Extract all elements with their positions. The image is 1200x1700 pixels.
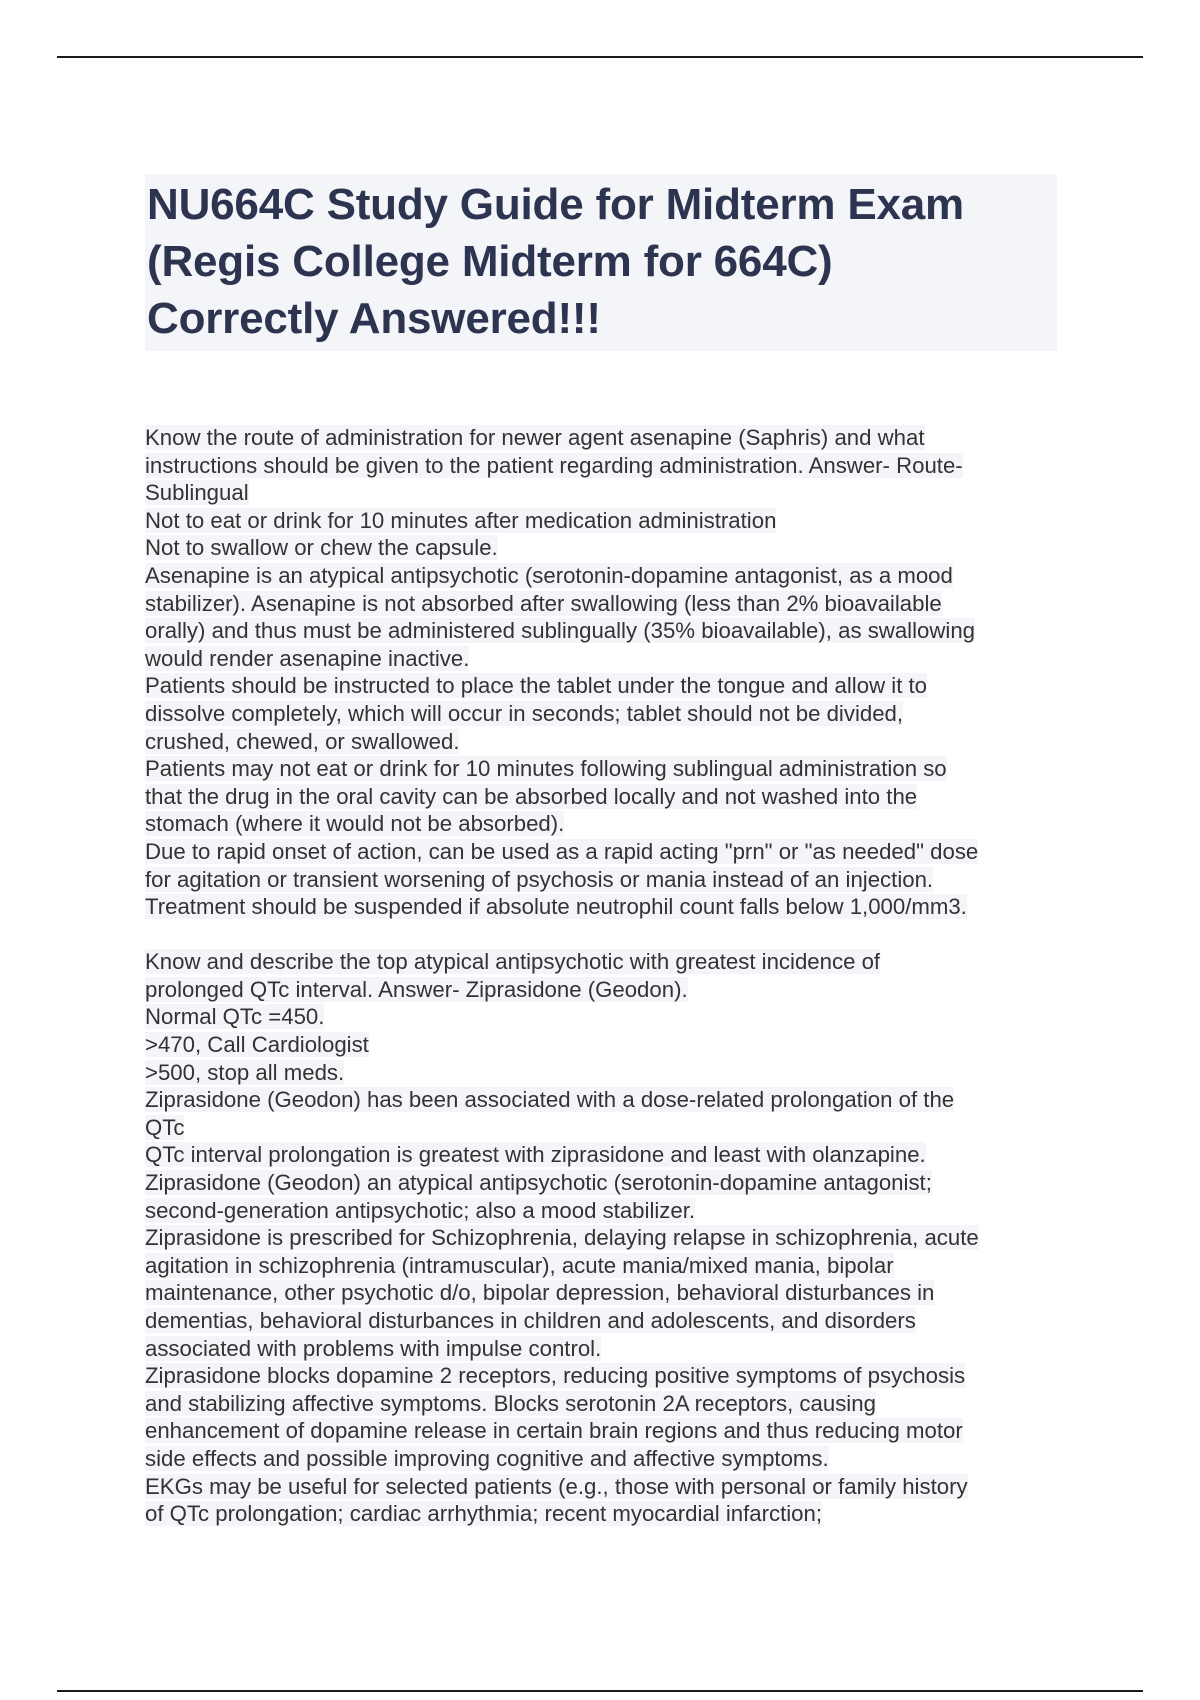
text-line: orally) and thus must be administered sublingually (35% bioavailable), as swallowing [145,618,975,644]
section-gap [145,921,1065,949]
text-line: instructions should be given to the patient regarding administration. Answer- Route- [145,452,963,478]
text-line: stomach (where it would not be absorbed). [145,811,565,837]
text-line: crushed, chewed, or swallowed. [145,728,460,754]
text-line: for agitation or transient worsening of psychosis or mania instead of an injection. [145,866,934,892]
text-line: enhancement of dopamine release in certain brain regions and thus reducing motor [145,1418,963,1444]
header-rule [57,56,1143,58]
text-line: Know and describe the top atypical antipsychotic with greatest incidence of [145,949,881,975]
text-line: stabilizer). Asenapine is not absorbed after swallowing (less than 2% bioavailable [145,590,942,616]
title-line: (Regis College Midterm for 664C) [147,237,833,286]
section-asenapine [145,424,1065,921]
text-line: dementias, behavioral disturbances in children and adolescents, and disorders [145,1308,916,1333]
text-line: EKGs may be useful for selected patients (e.g., those with personal or family history [145,1473,968,1499]
text-line: maintenance, other psychotic d/o, bipolar depression, behavioral disturbances in [145,1280,935,1306]
text-line: and stabilizing affective symptoms. Blocks serotonin 2A receptors, causing [145,1390,876,1416]
text-line: Patients may not eat or drink for 10 minutes following sublingual administration so [145,756,947,782]
text-line: Ziprasidone is prescribed for Schizophrenia, delaying relapse in schizophrenia, acute [145,1225,979,1251]
text-line: Sublingual [145,480,249,506]
text-line: Ziprasidone blocks dopamine 2 receptors, reducing positive symptoms of psychosis [145,1363,966,1389]
text-line: second-generation antipsychotic; also a mood stabilizer. [145,1197,696,1223]
title-line: Correctly Answered!!! [147,294,601,343]
text-line: of QTc prolongation; cardiac arrhythmia; recent myocardial infarction; [145,1501,823,1527]
text-line: QTc [145,1114,185,1140]
text-line: Treatment should be suspended if absolute neutrophil count falls below 1,000/mm3. [145,894,967,920]
text-line: >470, Call Cardiologist [145,1032,369,1058]
text-line: that the drug in the oral cavity can be absorbed locally and not washed into the [145,783,918,809]
text-line: Asenapine is an atypical antipsychotic (serotonin-dopamine antagonist, as a mood [145,562,953,588]
text-line: Not to swallow or chew the capsule. [145,535,498,561]
text-line: agitation in schizophrenia (intramuscular), acute mania/mixed mania, bipolar [145,1252,894,1278]
text-line: Ziprasidone (Geodon) an atypical antipsychotic (serotonin-dopamine antagonist; [145,1170,932,1196]
document-title-block [145,174,1057,351]
footer-rule [57,1690,1143,1692]
document-title [147,176,1055,347]
text-line: side effects and possible improving cognitive and affective symptoms. [145,1445,829,1471]
section-ziprasidone [145,948,1065,1527]
text-line: Patients should be instructed to place the tablet under the tongue and allow it to [145,673,928,699]
text-line: >500, stop all meds. [145,1059,345,1085]
document-body [145,424,1065,1528]
text-line: Not to eat or drink for 10 minutes after medication administration [145,507,777,533]
title-line: NU664C Study Guide for Midterm Exam [147,180,964,229]
text-line: prolonged QTc interval. Answer- Ziprasidone (Geodon). [145,976,688,1002]
text-line: dissolve completely, which will occur in seconds; tablet should not be divided, [145,700,904,726]
text-line: Normal QTc =450. [145,1004,325,1030]
text-line: would render asenapine inactive. [145,645,470,671]
text-line: associated with problems with impulse control. [145,1335,602,1361]
text-line: Due to rapid onset of action, can be used as a rapid acting "prn" or "as needed" dose [145,838,979,864]
text-line: QTc interval prolongation is greatest with ziprasidone and least with olanzapine. [145,1142,926,1168]
text-line: Know the route of administration for newer agent asenapine (Saphris) and what [145,425,925,450]
text-line: Ziprasidone (Geodon) has been associated with a dose-related prolongation of the [145,1087,955,1113]
